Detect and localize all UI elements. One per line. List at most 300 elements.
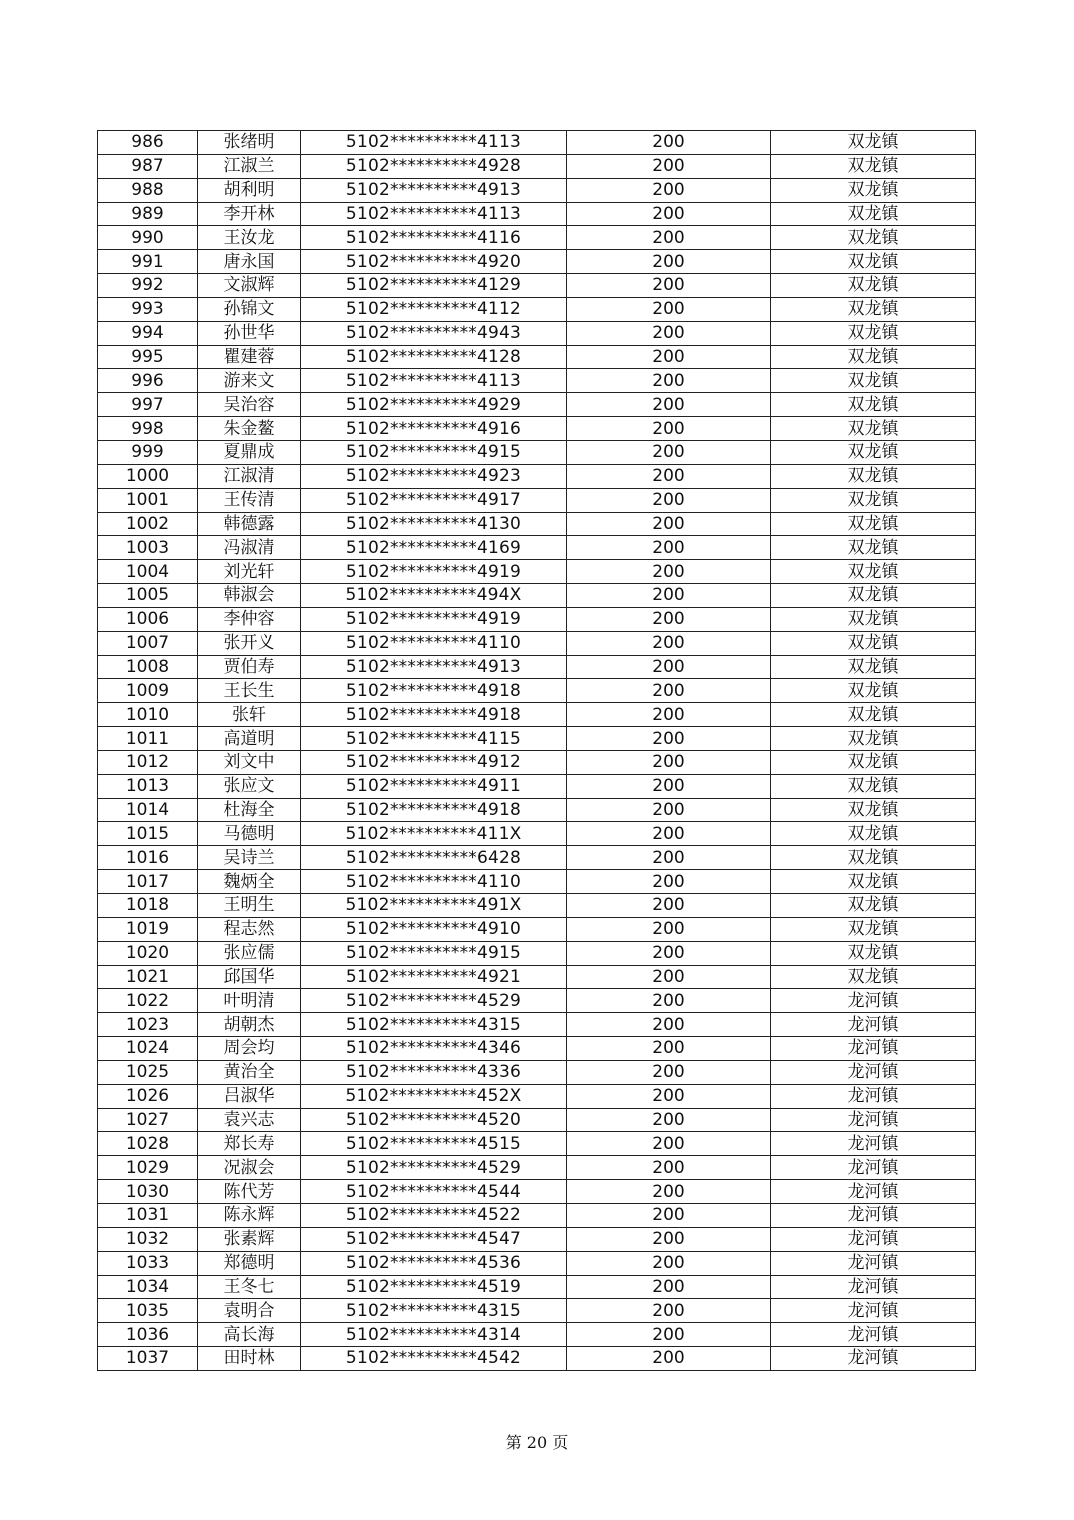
id-number-cell: 5102**********4921 xyxy=(301,965,567,989)
town-cell: 双龙镇 xyxy=(771,464,976,488)
town-cell: 双龙镇 xyxy=(771,846,976,870)
town-cell: 双龙镇 xyxy=(771,250,976,274)
town-cell: 双龙镇 xyxy=(771,512,976,536)
id-number-cell: 5102**********4918 xyxy=(301,679,567,703)
row-number-cell: 1009 xyxy=(98,679,198,703)
row-number-cell: 988 xyxy=(98,178,198,202)
row-number-cell: 993 xyxy=(98,297,198,321)
amount-cell: 200 xyxy=(567,297,771,321)
table-row xyxy=(98,607,976,631)
row-number-cell: 1023 xyxy=(98,1013,198,1037)
id-number-cell: 5102**********4542 xyxy=(301,1347,567,1371)
town-cell: 双龙镇 xyxy=(771,822,976,846)
id-number-cell: 5102**********6428 xyxy=(301,846,567,870)
amount-cell: 200 xyxy=(567,274,771,298)
town-cell: 双龙镇 xyxy=(771,178,976,202)
row-number-cell: 989 xyxy=(98,202,198,226)
row-number-cell: 1011 xyxy=(98,727,198,751)
id-number-cell: 5102**********4915 xyxy=(301,440,567,464)
row-number-cell: 986 xyxy=(98,131,198,155)
town-cell: 双龙镇 xyxy=(771,369,976,393)
amount-cell: 200 xyxy=(567,1180,771,1204)
amount-cell: 200 xyxy=(567,1132,771,1156)
id-number-cell: 5102**********4515 xyxy=(301,1132,567,1156)
town-cell: 双龙镇 xyxy=(771,440,976,464)
id-number-cell: 5102**********4929 xyxy=(301,393,567,417)
name-cell: 袁兴志 xyxy=(198,1108,301,1132)
id-number-cell: 5102**********4315 xyxy=(301,1013,567,1037)
name-cell: 张应文 xyxy=(198,774,301,798)
table-row xyxy=(98,464,976,488)
town-cell: 双龙镇 xyxy=(771,607,976,631)
name-cell: 孙锦文 xyxy=(198,297,301,321)
town-cell: 龙河镇 xyxy=(771,1013,976,1037)
id-number-cell: 5102**********411X xyxy=(301,822,567,846)
town-cell: 双龙镇 xyxy=(771,488,976,512)
id-number-cell: 5102**********4912 xyxy=(301,750,567,774)
town-cell: 双龙镇 xyxy=(771,536,976,560)
row-number-cell: 997 xyxy=(98,393,198,417)
row-number-cell: 1024 xyxy=(98,1037,198,1061)
row-number-cell: 1016 xyxy=(98,846,198,870)
amount-cell: 200 xyxy=(567,1275,771,1299)
table-row xyxy=(98,1084,976,1108)
row-number-cell: 999 xyxy=(98,440,198,464)
town-cell: 双龙镇 xyxy=(771,321,976,345)
town-cell: 双龙镇 xyxy=(771,202,976,226)
town-cell: 双龙镇 xyxy=(771,631,976,655)
town-cell: 双龙镇 xyxy=(771,154,976,178)
table-row xyxy=(98,536,976,560)
table-row xyxy=(98,1299,976,1323)
row-number-cell: 991 xyxy=(98,250,198,274)
amount-cell: 200 xyxy=(567,941,771,965)
table-row xyxy=(98,965,976,989)
id-number-cell: 5102**********4923 xyxy=(301,464,567,488)
amount-cell: 200 xyxy=(567,1156,771,1180)
name-cell: 王明生 xyxy=(198,894,301,918)
amount-cell: 200 xyxy=(567,1251,771,1275)
table-row xyxy=(98,345,976,369)
amount-cell: 200 xyxy=(567,727,771,751)
town-cell: 龙河镇 xyxy=(771,1037,976,1061)
table-row xyxy=(98,512,976,536)
row-number-cell: 1032 xyxy=(98,1227,198,1251)
town-cell: 双龙镇 xyxy=(771,560,976,584)
id-number-cell: 5102**********4913 xyxy=(301,178,567,202)
table-row xyxy=(98,440,976,464)
table-row xyxy=(98,870,976,894)
row-number-cell: 1035 xyxy=(98,1299,198,1323)
amount-cell: 200 xyxy=(567,1037,771,1061)
amount-cell: 200 xyxy=(567,870,771,894)
id-number-cell: 5102**********4314 xyxy=(301,1323,567,1347)
amount-cell: 200 xyxy=(567,798,771,822)
id-number-cell: 5102**********494X xyxy=(301,584,567,608)
name-cell: 夏鼎成 xyxy=(198,440,301,464)
row-number-cell: 990 xyxy=(98,226,198,250)
name-cell: 李仲容 xyxy=(198,607,301,631)
id-number-cell: 5102**********4913 xyxy=(301,655,567,679)
name-cell: 王冬七 xyxy=(198,1275,301,1299)
name-cell: 马德明 xyxy=(198,822,301,846)
amount-cell: 200 xyxy=(567,417,771,441)
town-cell: 龙河镇 xyxy=(771,1251,976,1275)
name-cell: 杜海全 xyxy=(198,798,301,822)
name-cell: 冯淑清 xyxy=(198,536,301,560)
id-number-cell: 5102**********4113 xyxy=(301,202,567,226)
row-number-cell: 1037 xyxy=(98,1347,198,1371)
id-number-cell: 5102**********4519 xyxy=(301,1275,567,1299)
town-cell: 双龙镇 xyxy=(771,774,976,798)
amount-cell: 200 xyxy=(567,250,771,274)
town-cell: 龙河镇 xyxy=(771,1084,976,1108)
id-number-cell: 5102**********4916 xyxy=(301,417,567,441)
table-row xyxy=(98,655,976,679)
id-number-cell: 5102**********4544 xyxy=(301,1180,567,1204)
amount-cell: 200 xyxy=(567,131,771,155)
id-number-cell: 5102**********4547 xyxy=(301,1227,567,1251)
town-cell: 双龙镇 xyxy=(771,584,976,608)
name-cell: 陈代芳 xyxy=(198,1180,301,1204)
amount-cell: 200 xyxy=(567,679,771,703)
row-number-cell: 1021 xyxy=(98,965,198,989)
id-number-cell: 5102**********4113 xyxy=(301,369,567,393)
amount-cell: 200 xyxy=(567,894,771,918)
table-row xyxy=(98,1347,976,1371)
name-cell: 胡朝杰 xyxy=(198,1013,301,1037)
table-row xyxy=(98,774,976,798)
row-number-cell: 1010 xyxy=(98,703,198,727)
table-row xyxy=(98,154,976,178)
town-cell: 双龙镇 xyxy=(771,703,976,727)
table-row xyxy=(98,846,976,870)
id-number-cell: 5102**********4928 xyxy=(301,154,567,178)
table-row xyxy=(98,1156,976,1180)
table-row xyxy=(98,798,976,822)
name-cell: 李开林 xyxy=(198,202,301,226)
name-cell: 江淑清 xyxy=(198,464,301,488)
id-number-cell: 5102**********491X xyxy=(301,894,567,918)
town-cell: 双龙镇 xyxy=(771,679,976,703)
name-cell: 袁明合 xyxy=(198,1299,301,1323)
town-cell: 双龙镇 xyxy=(771,274,976,298)
name-cell: 魏炳全 xyxy=(198,870,301,894)
id-number-cell: 5102**********4536 xyxy=(301,1251,567,1275)
name-cell: 胡利明 xyxy=(198,178,301,202)
row-number-cell: 1001 xyxy=(98,488,198,512)
name-cell: 张应儒 xyxy=(198,941,301,965)
id-number-cell: 5102**********4915 xyxy=(301,941,567,965)
id-number-cell: 5102**********4116 xyxy=(301,226,567,250)
town-cell: 龙河镇 xyxy=(771,1132,976,1156)
name-cell: 唐永国 xyxy=(198,250,301,274)
name-cell: 吴治容 xyxy=(198,393,301,417)
name-cell: 周会均 xyxy=(198,1037,301,1061)
table-row xyxy=(98,393,976,417)
amount-cell: 200 xyxy=(567,1108,771,1132)
amount-cell: 200 xyxy=(567,536,771,560)
row-number-cell: 987 xyxy=(98,154,198,178)
row-number-cell: 1017 xyxy=(98,870,198,894)
town-cell: 双龙镇 xyxy=(771,870,976,894)
row-number-cell: 1025 xyxy=(98,1060,198,1084)
row-number-cell: 1018 xyxy=(98,894,198,918)
amount-cell: 200 xyxy=(567,226,771,250)
amount-cell: 200 xyxy=(567,178,771,202)
id-number-cell: 5102**********4130 xyxy=(301,512,567,536)
amount-cell: 200 xyxy=(567,464,771,488)
amount-cell: 200 xyxy=(567,1084,771,1108)
name-cell: 王汝龙 xyxy=(198,226,301,250)
name-cell: 叶明清 xyxy=(198,989,301,1013)
name-cell: 吴诗兰 xyxy=(198,846,301,870)
name-cell: 王传清 xyxy=(198,488,301,512)
table-row xyxy=(98,321,976,345)
amount-cell: 200 xyxy=(567,345,771,369)
table-row xyxy=(98,989,976,1013)
name-cell: 张轩 xyxy=(198,703,301,727)
row-number-cell: 1005 xyxy=(98,584,198,608)
amount-cell: 200 xyxy=(567,989,771,1013)
id-number-cell: 5102**********4522 xyxy=(301,1203,567,1227)
name-cell: 程志然 xyxy=(198,917,301,941)
id-number-cell: 5102**********4169 xyxy=(301,536,567,560)
row-number-cell: 995 xyxy=(98,345,198,369)
name-cell: 刘文中 xyxy=(198,750,301,774)
amount-cell: 200 xyxy=(567,846,771,870)
id-number-cell: 5102**********4910 xyxy=(301,917,567,941)
name-cell: 黄治全 xyxy=(198,1060,301,1084)
town-cell: 双龙镇 xyxy=(771,965,976,989)
amount-cell: 200 xyxy=(567,1013,771,1037)
town-cell: 双龙镇 xyxy=(771,655,976,679)
row-number-cell: 1008 xyxy=(98,655,198,679)
amount-cell: 200 xyxy=(567,202,771,226)
id-number-cell: 5102**********4918 xyxy=(301,703,567,727)
table-row xyxy=(98,250,976,274)
amount-cell: 200 xyxy=(567,1347,771,1371)
subsidy-table xyxy=(97,130,976,1371)
id-number-cell: 5102**********4529 xyxy=(301,1156,567,1180)
town-cell: 龙河镇 xyxy=(771,1108,976,1132)
amount-cell: 200 xyxy=(567,1323,771,1347)
amount-cell: 200 xyxy=(567,822,771,846)
page-number: 第 20 页 xyxy=(505,1433,569,1452)
name-cell: 张绪明 xyxy=(198,131,301,155)
amount-cell: 200 xyxy=(567,703,771,727)
table-row xyxy=(98,1180,976,1204)
table-row xyxy=(98,560,976,584)
amount-cell: 200 xyxy=(567,512,771,536)
town-cell: 双龙镇 xyxy=(771,131,976,155)
table-row xyxy=(98,417,976,441)
town-cell: 双龙镇 xyxy=(771,894,976,918)
row-number-cell: 996 xyxy=(98,369,198,393)
row-number-cell: 1033 xyxy=(98,1251,198,1275)
town-cell: 龙河镇 xyxy=(771,1156,976,1180)
id-number-cell: 5102**********4129 xyxy=(301,274,567,298)
town-cell: 龙河镇 xyxy=(771,1203,976,1227)
name-cell: 贾伯寿 xyxy=(198,655,301,679)
name-cell: 郑德明 xyxy=(198,1251,301,1275)
name-cell: 刘光轩 xyxy=(198,560,301,584)
row-number-cell: 1029 xyxy=(98,1156,198,1180)
row-number-cell: 1002 xyxy=(98,512,198,536)
table-row xyxy=(98,274,976,298)
row-number-cell: 998 xyxy=(98,417,198,441)
row-number-cell: 1012 xyxy=(98,750,198,774)
amount-cell: 200 xyxy=(567,440,771,464)
town-cell: 双龙镇 xyxy=(771,941,976,965)
name-cell: 况淑会 xyxy=(198,1156,301,1180)
table-row xyxy=(98,488,976,512)
row-number-cell: 1020 xyxy=(98,941,198,965)
name-cell: 朱金鳌 xyxy=(198,417,301,441)
name-cell: 田时林 xyxy=(198,1347,301,1371)
row-number-cell: 1034 xyxy=(98,1275,198,1299)
town-cell: 龙河镇 xyxy=(771,989,976,1013)
town-cell: 龙河镇 xyxy=(771,1299,976,1323)
name-cell: 邱国华 xyxy=(198,965,301,989)
table-row xyxy=(98,369,976,393)
table-row xyxy=(98,584,976,608)
amount-cell: 200 xyxy=(567,965,771,989)
town-cell: 龙河镇 xyxy=(771,1180,976,1204)
table-row xyxy=(98,297,976,321)
row-number-cell: 1015 xyxy=(98,822,198,846)
id-number-cell: 5102**********4917 xyxy=(301,488,567,512)
name-cell: 瞿建蓉 xyxy=(198,345,301,369)
name-cell: 张素辉 xyxy=(198,1227,301,1251)
table-row xyxy=(98,178,976,202)
name-cell: 江淑兰 xyxy=(198,154,301,178)
table-row xyxy=(98,631,976,655)
id-number-cell: 5102**********4911 xyxy=(301,774,567,798)
row-number-cell: 1013 xyxy=(98,774,198,798)
table-row xyxy=(98,226,976,250)
name-cell: 吕淑华 xyxy=(198,1084,301,1108)
name-cell: 孙世华 xyxy=(198,321,301,345)
table-body xyxy=(98,131,976,1371)
id-number-cell: 5102**********4919 xyxy=(301,607,567,631)
amount-cell: 200 xyxy=(567,607,771,631)
name-cell: 韩淑会 xyxy=(198,584,301,608)
table-row xyxy=(98,703,976,727)
table-row xyxy=(98,1323,976,1347)
id-number-cell: 5102**********4943 xyxy=(301,321,567,345)
id-number-cell: 5102**********4520 xyxy=(301,1108,567,1132)
amount-cell: 200 xyxy=(567,1203,771,1227)
name-cell: 郑长寿 xyxy=(198,1132,301,1156)
table-row xyxy=(98,1275,976,1299)
id-number-cell: 5102**********4315 xyxy=(301,1299,567,1323)
table-row xyxy=(98,1132,976,1156)
table-row xyxy=(98,1251,976,1275)
row-number-cell: 1022 xyxy=(98,989,198,1013)
id-number-cell: 5102**********4128 xyxy=(301,345,567,369)
amount-cell: 200 xyxy=(567,154,771,178)
row-number-cell: 1004 xyxy=(98,560,198,584)
row-number-cell: 1028 xyxy=(98,1132,198,1156)
table-row xyxy=(98,750,976,774)
table-row xyxy=(98,894,976,918)
town-cell: 双龙镇 xyxy=(771,417,976,441)
id-number-cell: 5102**********4110 xyxy=(301,631,567,655)
id-number-cell: 5102**********4918 xyxy=(301,798,567,822)
name-cell: 游来文 xyxy=(198,369,301,393)
table-row xyxy=(98,822,976,846)
town-cell: 双龙镇 xyxy=(771,345,976,369)
name-cell: 高道明 xyxy=(198,727,301,751)
table-row xyxy=(98,1037,976,1061)
town-cell: 龙河镇 xyxy=(771,1060,976,1084)
row-number-cell: 1030 xyxy=(98,1180,198,1204)
row-number-cell: 992 xyxy=(98,274,198,298)
table-row xyxy=(98,679,976,703)
amount-cell: 200 xyxy=(567,1060,771,1084)
name-cell: 王长生 xyxy=(198,679,301,703)
town-cell: 龙河镇 xyxy=(771,1275,976,1299)
town-cell: 双龙镇 xyxy=(771,798,976,822)
table-row xyxy=(98,1108,976,1132)
row-number-cell: 994 xyxy=(98,321,198,345)
town-cell: 双龙镇 xyxy=(771,917,976,941)
amount-cell: 200 xyxy=(567,321,771,345)
row-number-cell: 1026 xyxy=(98,1084,198,1108)
row-number-cell: 1000 xyxy=(98,464,198,488)
row-number-cell: 1003 xyxy=(98,536,198,560)
table-row xyxy=(98,917,976,941)
table-row xyxy=(98,941,976,965)
amount-cell: 200 xyxy=(567,560,771,584)
amount-cell: 200 xyxy=(567,1299,771,1323)
id-number-cell: 5102**********4919 xyxy=(301,560,567,584)
amount-cell: 200 xyxy=(567,393,771,417)
id-number-cell: 5102**********4920 xyxy=(301,250,567,274)
id-number-cell: 5102**********4529 xyxy=(301,989,567,1013)
amount-cell: 200 xyxy=(567,750,771,774)
name-cell: 高长海 xyxy=(198,1323,301,1347)
table-row xyxy=(98,1203,976,1227)
name-cell: 张开义 xyxy=(198,631,301,655)
name-cell: 韩德露 xyxy=(198,512,301,536)
row-number-cell: 1014 xyxy=(98,798,198,822)
id-number-cell: 5102**********452X xyxy=(301,1084,567,1108)
id-number-cell: 5102**********4336 xyxy=(301,1060,567,1084)
table-row xyxy=(98,727,976,751)
name-cell: 文淑辉 xyxy=(198,274,301,298)
amount-cell: 200 xyxy=(567,917,771,941)
town-cell: 双龙镇 xyxy=(771,393,976,417)
row-number-cell: 1036 xyxy=(98,1323,198,1347)
town-cell: 双龙镇 xyxy=(771,750,976,774)
town-cell: 龙河镇 xyxy=(771,1347,976,1371)
table-row xyxy=(98,1060,976,1084)
row-number-cell: 1031 xyxy=(98,1203,198,1227)
town-cell: 双龙镇 xyxy=(771,226,976,250)
amount-cell: 200 xyxy=(567,1227,771,1251)
amount-cell: 200 xyxy=(567,655,771,679)
table-row xyxy=(98,1227,976,1251)
id-number-cell: 5102**********4346 xyxy=(301,1037,567,1061)
town-cell: 龙河镇 xyxy=(771,1227,976,1251)
town-cell: 双龙镇 xyxy=(771,297,976,321)
row-number-cell: 1006 xyxy=(98,607,198,631)
id-number-cell: 5102**********4113 xyxy=(301,131,567,155)
amount-cell: 200 xyxy=(567,584,771,608)
row-number-cell: 1007 xyxy=(98,631,198,655)
